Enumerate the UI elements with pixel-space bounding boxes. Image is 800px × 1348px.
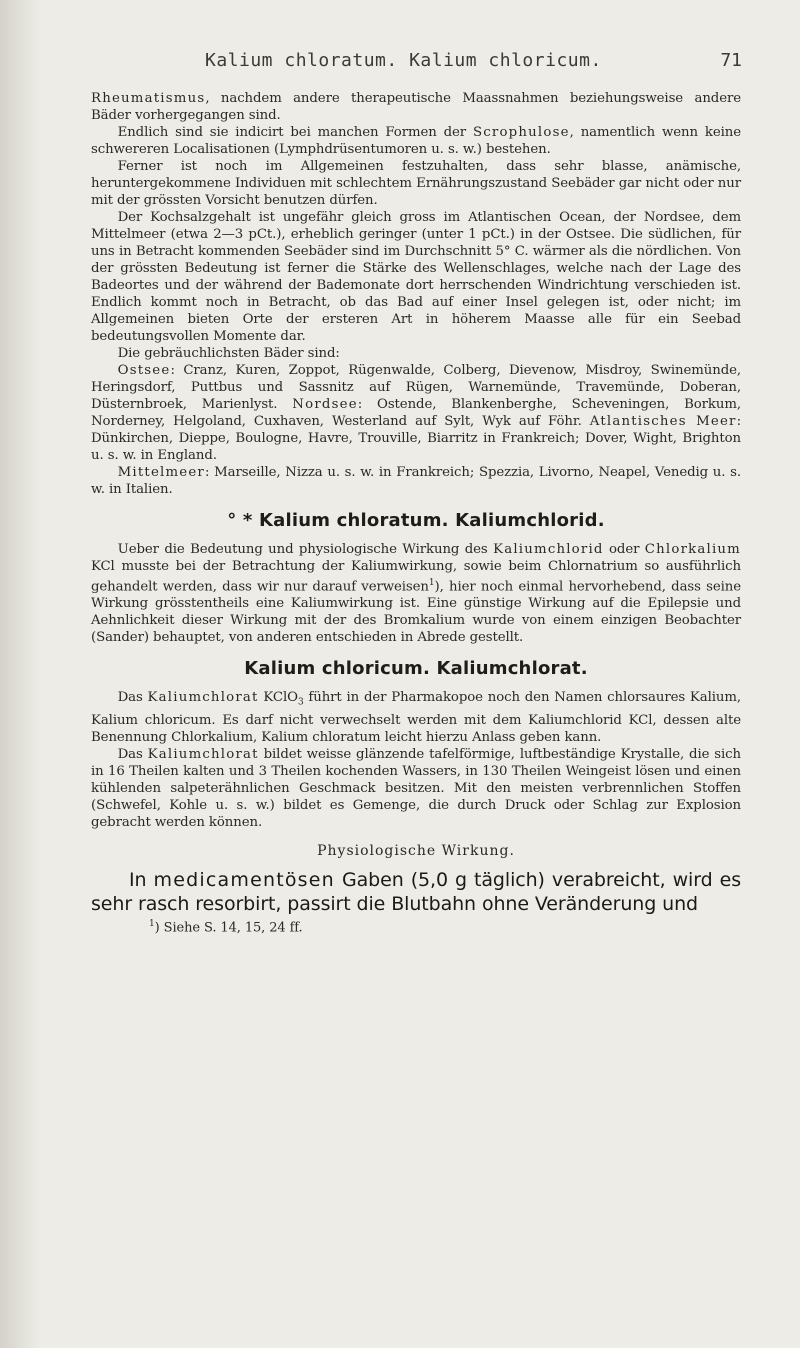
paragraph-text: KCl musste bei der Betrachtung der Kaliumwirkung, sowie beim Chlornatrium so ausführlich gehandelt werden, dass wir nur darauf verweisen: [91, 559, 741, 595]
spaced-term: Nordsee: [292, 397, 358, 412]
footnote: [91, 916, 741, 936]
page-gutter-shadow: [0, 0, 40, 1348]
spaced-term: Kaliumchlorid: [493, 542, 604, 557]
paragraph-text: Das: [117, 690, 148, 706]
paragraph-text: Gaben (5,0 g täglich) verabreicht, wird es sehr rasch resorbirt, passirt die Blutbahn ohne Veränderung und: [91, 869, 742, 916]
paragraph-text: Endlich sind sie indicirt bei manchen Formen der: [117, 125, 473, 140]
paragraph-text: : Marseille, Nizza u. s. w. in Frankreich; Spezzia, Livorno, Neapel, Venedig u. s. w. in Italien.: [91, 465, 741, 497]
paragraph-text: ), hier noch einmal hervorhebend, dass seine Wirkung grösstentheils eine Kaliumwirkung ist. Eine günstige Wirkung auf die Epilepsie und Aehnlichkeit dieser Wirkung mit der des Bromkalium wurde von einem einzigen Beobachter (Sander) behauptet, von anderen entschieden in Abrede gestellt.: [91, 579, 742, 646]
spaced-term: Kaliumchlorat: [147, 690, 259, 706]
paragraph-kaliumchlorat-properties: [91, 746, 741, 831]
paragraph-text: In: [129, 869, 154, 892]
paragraph-text: Das: [117, 747, 148, 763]
paragraph-kaliumchlorid: [91, 541, 741, 646]
paragraph-text: : Dünkirchen, Dieppe, Boulogne, Havre, Trouville, Biarritz in Frankreich; Dover, Wight, Brighton u. s. w. in England.: [91, 414, 741, 463]
paragraph-scrophulose: [91, 124, 741, 158]
footnote-ref[interactable]: 1: [428, 578, 435, 588]
spaced-term: Ostsee: [117, 363, 171, 378]
paragraph-mediterranean: [91, 464, 741, 498]
subsection-heading-physiologische-wirkung: Physiologische Wirkung.: [317, 843, 515, 860]
page-number: 71: [720, 50, 742, 71]
section-heading-kalium-chloricum: Kalium chloricum. Kaliumchlorat.: [244, 658, 588, 680]
spaced-term: Kaliumchlorat: [147, 747, 259, 763]
paragraph-text: , namentlich wenn keine schwereren Localisationen (Lymphdrüsentumoren u. s. w.) bestehen.: [91, 125, 742, 157]
paragraph-bath-list: [91, 362, 741, 464]
formula-subscript: 3: [297, 698, 304, 709]
spaced-term: Chlorkalium: [644, 542, 741, 557]
spaced-term: Scrophulose: [472, 125, 570, 140]
paragraph-anaemic: Ferner ist noch im Allgemeinen festzuhalten, dass sehr blasse, anämische, heruntergekommene Individuen mit schlechtem Ernährungszustand Seebäder gar nicht oder nur mit der grössten Vorsicht benutzen dürfen.: [91, 159, 741, 208]
paragraph-text: : Cranz, Kuren, Zoppot, Rügenwalde, Colberg, Dievenow, Misdroy, Swinemünde, Heringsdorf, Puttbus und Sassnitz auf Rügen, Warnemünde, Travemünde, Doberan, Düsternbroek, Marienlyst.: [91, 363, 741, 412]
paragraph-text: , nachdem andere therapeutische Maassnahmen beziehungsweise andere Bäder vorhergegangen sind.: [91, 91, 741, 123]
paragraph-text: : Ostende, Blankenberghe, Scheveningen, Borkum, Norderney, Helgoland, Cuxhaven, Westerland auf Sylt, Wyk auf Föhr.: [91, 397, 741, 429]
paragraph-text: bildet weisse glänzende tafelförmige, luftbeständige Krystalle, die sich in 16 Theilen kalten und 3 Theilen kochenden Wassers, in 130 Theilen Weingeist lösen und einen kühlenden salpeterähnlichen Geschmack besitzen. Mit den meisten verbrennlichen Stoffen (Schwefel, Kohle u. s. w.) bildet es Gemenge, die durch Druck oder Schlag zur Explosion gebracht werden können.: [91, 747, 741, 831]
footnote-text: ) Siehe S. 14, 15, 24 ff.: [154, 920, 303, 936]
paragraph-common-baths: Die gebräuchlichsten Bäder sind:: [117, 346, 340, 361]
spaced-term: Atlantisches Meer: [589, 414, 737, 429]
page-header: [0, 50, 800, 80]
paragraph-rheumatismus: [91, 90, 741, 124]
spaced-term: Rheumatismus: [91, 91, 206, 106]
running-head: Kalium chloratum. Kalium chloricum.: [205, 50, 602, 71]
paragraph-text: Ueber die Bedeutung und physiologische Wirkung des: [117, 542, 494, 557]
chemical-formula: KClO: [258, 690, 298, 706]
paragraph-kaliumchlorat-name: [91, 689, 741, 746]
spaced-term: medicamentösen: [153, 869, 335, 892]
footnote-mark: 1: [149, 919, 155, 930]
section-heading-kalium-chloratum: ° * Kalium chloratum. Kaliumchlorid.: [227, 510, 605, 531]
paragraph-medicamentous-doses: [91, 868, 741, 916]
paragraph-text: oder: [603, 542, 645, 557]
paragraph-text: führt in der Pharmakopoe noch den Namen chlorsaures Kalium, Kalium chloricum. Es darf nicht verwechselt werden mit dem Kaliumchlorid KCl, dessen alte Benennung Chlorkalium, Kalium chloratum leicht hierzu Anlass geben kann.: [91, 690, 741, 746]
page-body: [91, 90, 741, 936]
paragraph-salt-content: Der Kochsalzgehalt ist ungefähr gleich gross im Atlantischen Ocean, der Nordsee, dem Mittelmeer (etwa 2—3 pCt.), erheblich geringer (unter 1 pCt.) in der Ostsee. Die südlichen, für uns in Betracht kommenden Seebäder sind im Durchschnitt 5° C. wärmer als die nördlichen. Von der grössten Bedeutung ist ferner die Stärke des Wellenschlages, welche nach der Lage des Badeortes und der während der Bademonate dort herrschenden Windrichtung verschieden ist. Endlich kommt noch in Betracht, ob das Bad auf einer Insel gelegen ist, oder nicht; im Allgemeinen bieten Orte der ersteren Art in höherem Maasse alle für ein Seebad bedeutungsvollen Momente dar.: [91, 210, 741, 344]
spaced-term: Mittelmeer: [117, 465, 205, 480]
